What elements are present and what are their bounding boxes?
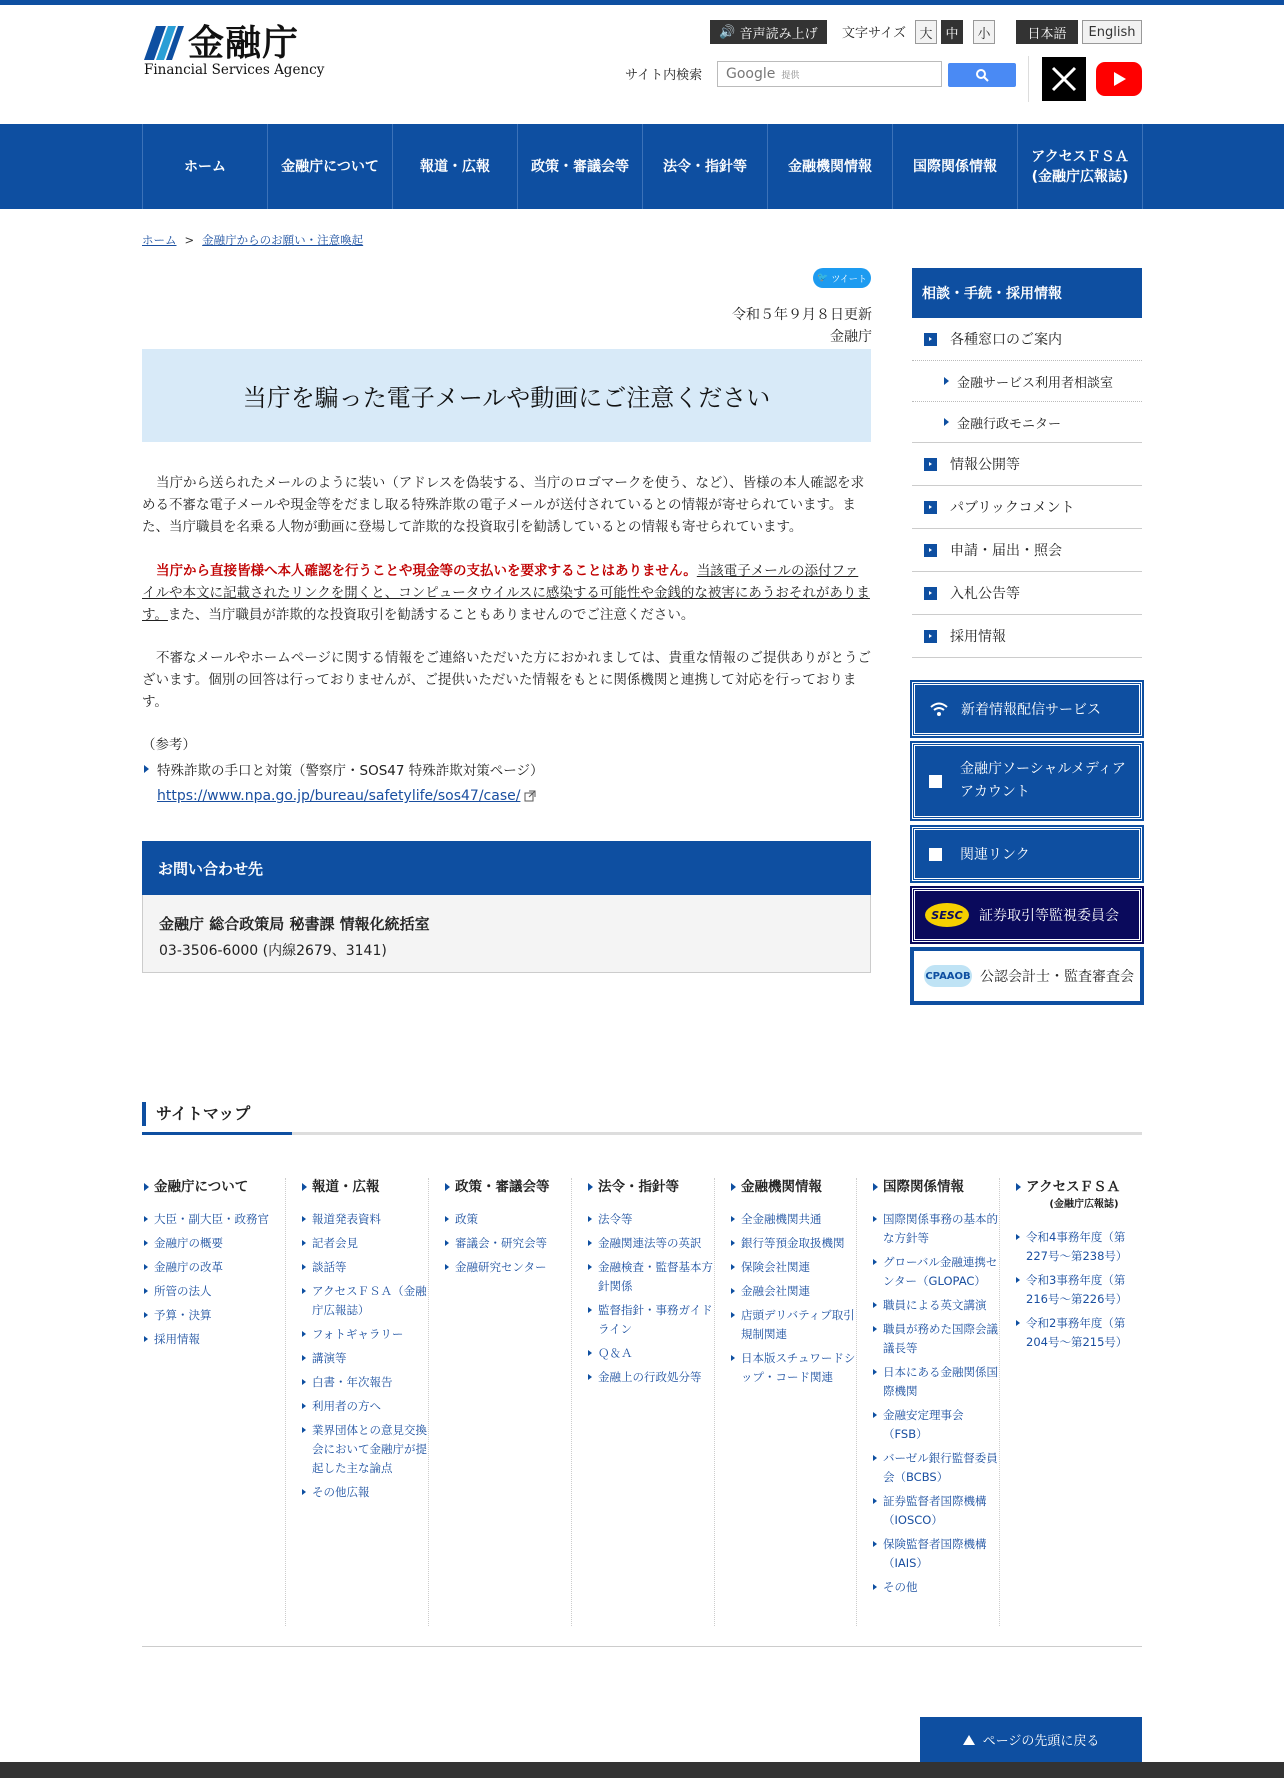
sitemap-link[interactable]: 証券監督者国際機構（IOSCO）: [871, 1492, 999, 1530]
sitemap-link[interactable]: 利用者の方へ: [300, 1397, 430, 1416]
sitemap-list: [1014, 1228, 1142, 1352]
col-title-text: 金融庁について: [154, 1179, 249, 1195]
sitemap-list: [871, 1210, 999, 1597]
sitemap-link[interactable]: 報道発表資料: [300, 1210, 430, 1229]
x-twitter-icon[interactable]: [1042, 57, 1086, 101]
page-title: 当庁を騙った電子メールや動画にご注意ください: [242, 384, 771, 412]
sitemap-col-policy: [428, 1178, 571, 1626]
cpaaob-button[interactable]: [912, 949, 1142, 1003]
cpaaob-label: 公認会計士・監査審査会: [980, 969, 1134, 985]
sitemap-link[interactable]: バーゼル銀行監督委員会（BCBS）: [871, 1449, 999, 1487]
sidebar-item-label: パブリックコメント: [950, 500, 1075, 516]
twitter-bird-icon: 🐦: [817, 273, 829, 283]
col-title-text: アクセスＦＳＡ: [1026, 1179, 1121, 1195]
warning-text: 当庁から直接皆様へ本人確認を行うことや現金等の支払いを要求することはありません。: [156, 563, 697, 579]
sitemap-col-title[interactable]: [142, 1178, 272, 1196]
sitemap-link[interactable]: 銀行等預金取扱機関: [729, 1234, 857, 1253]
nav-home[interactable]: ホーム: [143, 124, 268, 209]
voice-reader-button[interactable]: [710, 20, 827, 44]
sitemap-col-title[interactable]: [586, 1178, 714, 1196]
sitemap-link[interactable]: 金融庁の概要: [142, 1234, 272, 1253]
reference-link[interactable]: [157, 788, 536, 804]
sitemap-link[interactable]: 職員が務めた国際会議議長等: [871, 1320, 999, 1358]
breadcrumb-current[interactable]: 金融庁からのお願い・注意喚起: [202, 233, 364, 247]
google-brand: Google: [726, 66, 776, 82]
sitemap-col-title[interactable]: [300, 1178, 430, 1196]
nav-institutions[interactable]: 金融機関情報: [768, 124, 893, 209]
arrow-square-icon: [924, 630, 937, 643]
paragraph-2-rest: また、当庁職員が詐欺的な投資取引を勧誘することもありませんのでご注意ください。: [167, 607, 695, 623]
fsa-logo[interactable]: [142, 22, 325, 82]
paragraph-3: 不審なメールやホームページに関する情報をご連絡いただいた方におかれましては、貴重な情報のご提供ありがとうございます。個別の回答は行っておりませんが、ご提供いただいた情報をもとに関係機関と連携して対応を行っております。: [142, 650, 871, 710]
sitemap-link[interactable]: 令和2事務年度（第204号〜第215号）: [1014, 1314, 1142, 1352]
sitemap-link[interactable]: 金融安定理事会（FSB）: [871, 1406, 999, 1444]
sitemap-link[interactable]: 大臣・副大臣・政務官: [142, 1210, 272, 1229]
triangle-up-icon: [963, 1735, 975, 1745]
header-divider: [1028, 56, 1029, 102]
logo-text-jp: 金融庁: [188, 23, 300, 64]
sitemap-link[interactable]: 金融研究センター: [443, 1258, 571, 1277]
nav-about[interactable]: 金融庁について: [268, 124, 393, 209]
page-title-box: [142, 349, 871, 442]
sidebar-item-label: 入札公告等: [950, 586, 1020, 602]
sitemap-title: サイトマップ: [142, 1102, 250, 1126]
bullet-icon: [944, 377, 949, 385]
sitemap-link[interactable]: 講演等: [300, 1349, 430, 1368]
sitemap-list: [142, 1210, 272, 1349]
sitemap-bottom-divider: [142, 1646, 1142, 1647]
sitemap-link[interactable]: 金融上の行政処分等: [586, 1368, 714, 1387]
sidebar-heading: 相談・手続・採用情報: [912, 268, 1142, 318]
arrow-square-icon: [924, 333, 937, 346]
bullet-icon: [144, 765, 149, 773]
sitemap-link[interactable]: 保険監督者国際機構（IAIS）: [871, 1535, 999, 1573]
sitemap-link[interactable]: 金融検査・監督基本方針関係: [586, 1258, 714, 1296]
font-size-large-button[interactable]: 大: [915, 20, 937, 44]
bullet-icon: [944, 418, 949, 426]
font-size-small-button[interactable]: 小: [973, 20, 995, 44]
sidebar-item-label: 各種窓口のご案内: [950, 332, 1062, 348]
col-title-text: 政策・審議会等: [455, 1179, 550, 1195]
nav-press[interactable]: 報道・広報: [393, 124, 518, 209]
sitemap-link[interactable]: グローバル金融連携センター（GLOPAC）: [871, 1253, 999, 1291]
reference-label: （参考）: [142, 737, 196, 753]
search-input[interactable]: [717, 61, 942, 87]
sitemap-link[interactable]: 金融関連法等の英訳: [586, 1234, 714, 1253]
arrow-square-icon: [924, 458, 937, 471]
risk-text: 当該電子メールの添付ファイルや本文に記載されたリンクを開くと、コンピュータウイルスに感染する可能性や金銭的な被害にあうおそれがあります。: [142, 563, 870, 623]
sitemap-link[interactable]: 政策: [443, 1210, 571, 1229]
sitemap-link[interactable]: 審議会・研究会等: [443, 1234, 571, 1253]
sitemap-link[interactable]: 令和3事務年度（第216号〜第226号）: [1014, 1271, 1142, 1309]
top-accent-bar: [0, 0, 1284, 5]
sitemap-col-laws: [571, 1178, 714, 1626]
lang-japanese-button[interactable]: 日本語: [1016, 20, 1078, 44]
sitemap-list: [586, 1210, 714, 1387]
arrow-square-icon: [924, 544, 937, 557]
sitemap-link[interactable]: 採用情報: [142, 1330, 272, 1349]
sesc-button[interactable]: [912, 888, 1142, 942]
sitemap-col-international: [856, 1178, 999, 1626]
sitemap-col-title[interactable]: [443, 1178, 571, 1196]
sitemap-col-press: [285, 1178, 430, 1626]
related-links-button[interactable]: [912, 827, 1142, 881]
tweet-label: ツイート: [831, 274, 867, 285]
sitemap-col-title[interactable]: [871, 1178, 999, 1196]
reference-item: [142, 759, 543, 779]
breadcrumb-separator: >: [184, 233, 195, 247]
youtube-icon[interactable]: [1096, 62, 1142, 96]
sitemap-link[interactable]: 保険会社関連: [729, 1258, 857, 1277]
sitemap-link[interactable]: 予算・決算: [142, 1306, 272, 1325]
sidebar-item-disclosure[interactable]: [912, 443, 1142, 486]
sitemap-link[interactable]: 監督指針・事務ガイドライン: [586, 1301, 714, 1339]
sitemap-link[interactable]: 全金融機関共通: [729, 1210, 857, 1229]
sitemap-link[interactable]: 令和4事務年度（第227号〜第238号）: [1014, 1228, 1142, 1266]
font-size-medium-button[interactable]: 中: [941, 20, 963, 44]
social-media-button[interactable]: [912, 743, 1142, 819]
sidebar-item-applications[interactable]: [912, 529, 1142, 572]
sitemap-link[interactable]: アクセスＦＳＡ（金融庁広報誌）: [300, 1282, 430, 1320]
sitemap-link[interactable]: 所管の法人: [142, 1282, 272, 1301]
cpaaob-logo: CPAAOB: [924, 965, 972, 987]
sidebar-item-recruitment[interactable]: [912, 615, 1142, 658]
sesc-label: 証券取引等監視委員会: [979, 908, 1119, 924]
sitemap-link[interactable]: Ｑ＆Ａ: [586, 1344, 714, 1363]
reference-item-text: 特殊詐欺の手口と対策（警察庁・SOS47 特殊詐欺対策ページ）: [157, 763, 544, 779]
social-media-label: 金融庁ソーシャルメディア アカウント: [960, 761, 1126, 800]
col-title-text: 法令・指針等: [598, 1179, 679, 1195]
contact-tel: 03-3506-6000 (内線2679、3141): [159, 943, 387, 959]
sitemap-link[interactable]: その他: [871, 1578, 999, 1597]
arrow-square-icon: [929, 848, 942, 861]
sitemap-link[interactable]: 金融会社関連: [729, 1282, 857, 1301]
contact-org: 金融庁 総合政策局 秘書課 情報化統括室: [159, 915, 430, 933]
footer-bar: [0, 1762, 1284, 1778]
sidebar-item-label: 申請・届出・照会: [950, 543, 1062, 559]
global-nav: [0, 124, 1284, 209]
sidebar-item-public-comment[interactable]: [912, 486, 1142, 529]
nav-laws[interactable]: 法令・指針等: [643, 124, 768, 209]
bullet-icon: [144, 1183, 149, 1191]
external-link-icon: [524, 790, 536, 802]
speaker-icon: 🔊: [719, 24, 736, 40]
new-info-service-button[interactable]: [912, 682, 1142, 736]
wifi-icon: [929, 701, 949, 717]
sitemap-link[interactable]: 店頭デリバティブ取引規制関連: [729, 1306, 857, 1344]
search-provided-label: 提供: [781, 70, 800, 81]
arrow-square-icon: [924, 501, 937, 514]
nav-policy[interactable]: 政策・審議会等: [518, 124, 643, 209]
sitemap-link[interactable]: 日本にある金融関係国際機関: [871, 1363, 999, 1401]
col-title-text: 報道・広報: [312, 1179, 380, 1195]
nav-access-fsa[interactable]: アクセスＦＳＡ (金融庁広報誌): [1018, 124, 1143, 209]
logo-text-en: Financial Services Agency: [144, 62, 325, 78]
sitemap-underline: [142, 1132, 1142, 1135]
col-title-text: 金融機関情報: [741, 1179, 822, 1195]
col-subtitle: (金融庁広報誌): [1049, 1199, 1119, 1210]
nav-international[interactable]: 国際関係情報: [893, 124, 1018, 209]
reference-url[interactable]: https://www.npa.go.jp/bureau/safetylife/sos47/case/: [157, 788, 521, 804]
paragraph-1: 当庁から送られたメールのように装い（アドレスを偽装する、当庁のロゴマークを使う、など）、皆様の本人確認を求める不審な電子メールや現金等をだまし取る特殊詐欺の電子メールが送付されているとの情報が寄せられています。また、当庁職員を名乗る人物が動画に登場して詐欺的な投資取引を勧誘しているとの情報も寄せられています。: [142, 475, 865, 535]
bullet-icon: [445, 1183, 450, 1191]
contact-heading: お問い合わせ先: [142, 841, 871, 895]
sitemap-col-access-fsa: [999, 1178, 1142, 1626]
sitemap-link[interactable]: 法令等: [586, 1210, 714, 1229]
update-info: [732, 304, 872, 348]
sidebar-item-tenders[interactable]: [912, 572, 1142, 615]
breadcrumb-home[interactable]: ホーム: [142, 233, 177, 247]
author-dept: 金融庁: [830, 329, 872, 345]
sitemap-link[interactable]: 白書・年次報告: [300, 1373, 430, 1392]
lang-english-button[interactable]: English: [1082, 20, 1142, 44]
sitemap-col-title[interactable]: [729, 1178, 857, 1196]
bullet-icon: [1016, 1183, 1021, 1191]
back-to-top-button[interactable]: [920, 1717, 1142, 1762]
sitemap-link[interactable]: 国際関係事務の基本的な方針等: [871, 1210, 999, 1248]
bullet-icon: [873, 1183, 878, 1191]
site-search-label: サイト内検索: [625, 68, 703, 83]
sesc-logo: SESC: [925, 903, 969, 927]
sidebar-subitem-monitor[interactable]: [912, 402, 1142, 443]
contact-box: [142, 895, 871, 973]
sidebar-subitem-label: 金融サービス利用者相談室: [957, 375, 1114, 391]
related-links-label: 関連リンク: [960, 847, 1030, 863]
sidebar-subitem-consultation[interactable]: [912, 361, 1142, 402]
sitemap-col-title[interactable]: [1014, 1178, 1142, 1214]
sitemap-link[interactable]: 金融庁の改革: [142, 1258, 272, 1277]
paragraph-2: [142, 560, 871, 626]
sitemap-link[interactable]: 談話等: [300, 1258, 430, 1277]
sidebar-item-label: 情報公開等: [950, 457, 1020, 473]
new-info-service-label: 新着情報配信サービス: [961, 702, 1101, 718]
sitemap-link[interactable]: 日本版スチュワードシップ・コード関連: [729, 1349, 857, 1387]
voice-reader-label: 音声読み上げ: [739, 26, 818, 42]
arrow-square-icon: [929, 775, 942, 788]
bullet-icon: [302, 1183, 307, 1191]
breadcrumb: [142, 232, 363, 248]
search-button[interactable]: [948, 63, 1016, 87]
sidebar-item-label: 採用情報: [950, 629, 1006, 645]
search-icon: [975, 68, 989, 82]
sitemap-list: [300, 1210, 430, 1502]
sitemap-link[interactable]: 職員による英文講演: [871, 1296, 999, 1315]
updated-date: 令和５年９月８日更新: [732, 307, 872, 323]
col-title-text: 国際関係情報: [883, 1179, 964, 1195]
sitemap-col-institutions: [714, 1178, 857, 1626]
sitemap-col-about: [142, 1178, 272, 1626]
tweet-button[interactable]: [813, 268, 871, 288]
back-to-top-label: ページの先頭に戻る: [982, 1734, 1100, 1749]
sitemap-link[interactable]: その他広報: [300, 1483, 430, 1502]
bullet-icon: [731, 1183, 736, 1191]
sidebar-item-contact-windows[interactable]: [912, 318, 1142, 361]
sitemap-link[interactable]: 記者会見: [300, 1234, 430, 1253]
bullet-icon: [588, 1183, 593, 1191]
sitemap-link[interactable]: フォトギャラリー: [300, 1325, 430, 1344]
sitemap-link[interactable]: 業界団体との意見交換会において金融庁が提起した主な論点: [300, 1421, 430, 1478]
arrow-square-icon: [924, 587, 937, 600]
font-size-label: 文字サイズ: [842, 26, 906, 41]
sidebar-subitem-label: 金融行政モニター: [957, 416, 1062, 432]
sitemap-list: [729, 1210, 857, 1387]
fsa-logo-mark: [142, 24, 186, 62]
sitemap-list: [443, 1210, 571, 1277]
